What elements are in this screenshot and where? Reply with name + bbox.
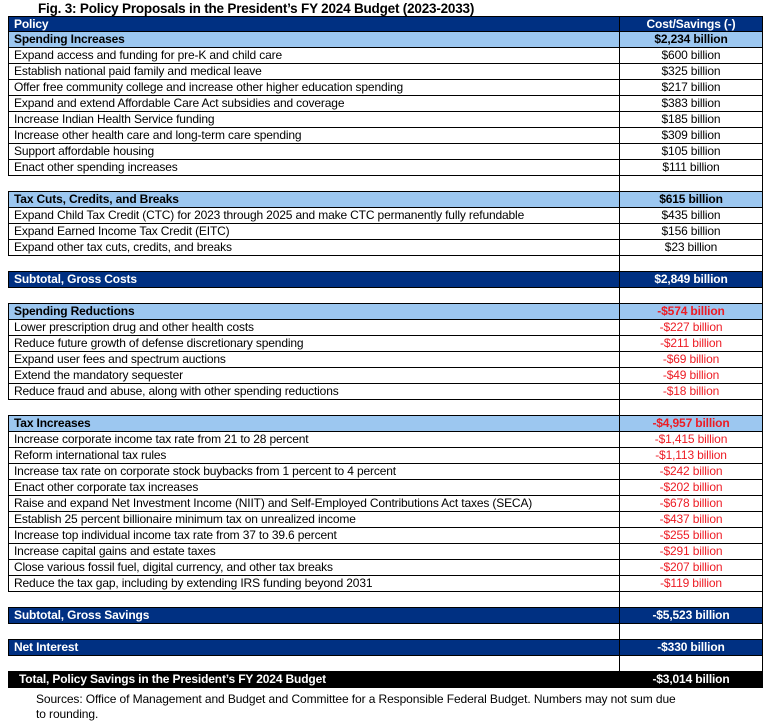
value-cell: $105 billion <box>620 144 763 160</box>
policy-cell: Increase capital gains and estate taxes <box>8 544 620 560</box>
value-cell: -$678 billion <box>620 496 763 512</box>
value-cell: $383 billion <box>620 96 763 112</box>
policy-cell: Increase top individual income tax rate from 37 to 39.6 percent <box>8 528 620 544</box>
policy-cell: Establish 25 percent billionaire minimum tax on unrealized income <box>8 512 620 528</box>
policy-cell: Support affordable housing <box>8 144 620 160</box>
policy-cell <box>8 176 620 192</box>
policy-cell <box>8 592 620 608</box>
section-row <box>8 192 763 208</box>
item-row <box>8 96 763 112</box>
item-row <box>8 352 763 368</box>
policy-cell: Total, Policy Savings in the President’s FY 2024 Budget <box>8 672 620 688</box>
item-row <box>8 320 763 336</box>
value-cell <box>620 256 763 272</box>
policy-cell: Enact other corporate tax increases <box>8 480 620 496</box>
value-cell: -$437 billion <box>620 512 763 528</box>
value-cell <box>620 288 763 304</box>
value-cell <box>620 624 763 640</box>
item-row <box>8 576 763 592</box>
item-row <box>8 48 763 64</box>
policy-cell: Reduce the tax gap, including by extending IRS funding beyond 2031 <box>8 576 620 592</box>
policy-cell: Enact other spending increases <box>8 160 620 176</box>
policy-cell: Tax Increases <box>8 416 620 432</box>
item-row <box>8 64 763 80</box>
value-cell: $325 billion <box>620 64 763 80</box>
item-row <box>8 144 763 160</box>
value-cell <box>620 656 763 672</box>
policy-cell: Expand other tax cuts, credits, and breaks <box>8 240 620 256</box>
policy-cell: Subtotal, Gross Savings <box>8 608 620 624</box>
spacer-row <box>8 400 763 416</box>
value-cell: $156 billion <box>620 224 763 240</box>
item-row <box>8 560 763 576</box>
policy-cell <box>8 656 620 672</box>
value-cell: -$1,113 billion <box>620 448 763 464</box>
value-cell: $2,849 billion <box>620 272 763 288</box>
item-row <box>8 240 763 256</box>
policy-cell: Expand user fees and spectrum auctions <box>8 352 620 368</box>
policy-cell: Raise and expand Net Investment Income (NIIT) and Self-Employed Contributions Act taxes (SECA) <box>8 496 620 512</box>
item-row <box>8 112 763 128</box>
policy-cell <box>8 400 620 416</box>
item-row <box>8 496 763 512</box>
item-row <box>8 368 763 384</box>
policy-cell: Expand Earned Income Tax Credit (EITC) <box>8 224 620 240</box>
value-cell <box>620 176 763 192</box>
policy-cell: Extend the mandatory sequester <box>8 368 620 384</box>
spacer-row <box>8 256 763 272</box>
section-row <box>8 304 763 320</box>
spacer-row <box>8 176 763 192</box>
section-row <box>8 416 763 432</box>
value-cell: -$242 billion <box>620 464 763 480</box>
value-cell: -$202 billion <box>620 480 763 496</box>
item-row <box>8 512 763 528</box>
value-cell: $600 billion <box>620 48 763 64</box>
policy-cell: Reduce future growth of defense discretionary spending <box>8 336 620 352</box>
subtotal-row <box>8 608 763 624</box>
item-row <box>8 544 763 560</box>
header-row <box>8 16 763 32</box>
value-cell: -$255 billion <box>620 528 763 544</box>
item-row <box>8 336 763 352</box>
value-cell: $2,234 billion <box>620 32 763 48</box>
value-cell <box>620 592 763 608</box>
policy-cell: Increase other health care and long-term care spending <box>8 128 620 144</box>
spacer-row <box>8 656 763 672</box>
value-cell: Cost/Savings (-) <box>620 16 763 32</box>
value-cell: -$227 billion <box>620 320 763 336</box>
value-cell: -$291 billion <box>620 544 763 560</box>
value-cell: $185 billion <box>620 112 763 128</box>
subtotal-row <box>8 272 763 288</box>
policy-cell: Increase corporate income tax rate from 21 to 28 percent <box>8 432 620 448</box>
item-row <box>8 432 763 448</box>
policy-cell: Subtotal, Gross Costs <box>8 272 620 288</box>
item-row <box>8 160 763 176</box>
policy-cell: Expand and extend Affordable Care Act subsidies and coverage <box>8 96 620 112</box>
policy-cell: Increase tax rate on corporate stock buybacks from 1 percent to 4 percent <box>8 464 620 480</box>
policy-cell: Lower prescription drug and other health costs <box>8 320 620 336</box>
policy-cell <box>8 288 620 304</box>
item-row <box>8 448 763 464</box>
policy-cell: Tax Cuts, Credits, and Breaks <box>8 192 620 208</box>
spacer-row <box>8 288 763 304</box>
value-cell: $435 billion <box>620 208 763 224</box>
policy-cell: Expand Child Tax Credit (CTC) for 2023 through 2025 and make CTC permanently fully refundable <box>8 208 620 224</box>
item-row <box>8 464 763 480</box>
item-row <box>8 384 763 400</box>
policy-cell: Close various fossil fuel, digital currency, and other tax breaks <box>8 560 620 576</box>
spacer-row <box>8 592 763 608</box>
total-row <box>8 672 763 688</box>
policy-cell: Expand access and funding for pre-K and child care <box>8 48 620 64</box>
value-cell: -$1,415 billion <box>620 432 763 448</box>
policy-cell <box>8 256 620 272</box>
value-cell: -$119 billion <box>620 576 763 592</box>
policy-cell: Reduce fraud and abuse, along with other spending reductions <box>8 384 620 400</box>
value-cell: -$4,957 billion <box>620 416 763 432</box>
spacer-row <box>8 624 763 640</box>
value-cell: $309 billion <box>620 128 763 144</box>
sources-note: Sources: Office of Management and Budget and Committee for a Responsible Federal Budget. Numbers may not sum due to rounding. <box>36 692 676 721</box>
value-cell: -$5,523 billion <box>620 608 763 624</box>
policy-cell: Reform international tax rules <box>8 448 620 464</box>
policy-cell: Spending Increases <box>8 32 620 48</box>
value-cell: $615 billion <box>620 192 763 208</box>
value-cell: -$18 billion <box>620 384 763 400</box>
value-cell: $217 billion <box>620 80 763 96</box>
value-cell: -$330 billion <box>620 640 763 656</box>
value-cell: -$69 billion <box>620 352 763 368</box>
figure-title: Fig. 3: Policy Proposals in the President’s FY 2024 Budget (2023-2033) <box>38 1 475 16</box>
value-cell: $111 billion <box>620 160 763 176</box>
item-row <box>8 528 763 544</box>
item-row <box>8 80 763 96</box>
item-row <box>8 480 763 496</box>
value-cell <box>620 400 763 416</box>
value-cell: -$207 billion <box>620 560 763 576</box>
policy-cell: Increase Indian Health Service funding <box>8 112 620 128</box>
policy-cell: Net Interest <box>8 640 620 656</box>
value-cell: -$211 billion <box>620 336 763 352</box>
item-row <box>8 208 763 224</box>
policy-cell <box>8 624 620 640</box>
policy-cell: Establish national paid family and medical leave <box>8 64 620 80</box>
budget-table <box>8 16 763 688</box>
item-row <box>8 224 763 240</box>
policy-cell: Policy <box>8 16 620 32</box>
value-cell: -$3,014 billion <box>620 672 763 688</box>
value-cell: -$49 billion <box>620 368 763 384</box>
item-row <box>8 128 763 144</box>
section-row <box>8 32 763 48</box>
policy-cell: Spending Reductions <box>8 304 620 320</box>
value-cell: $23 billion <box>620 240 763 256</box>
policy-cell: Offer free community college and increase other higher education spending <box>8 80 620 96</box>
value-cell: -$574 billion <box>620 304 763 320</box>
subtotal-row <box>8 640 763 656</box>
